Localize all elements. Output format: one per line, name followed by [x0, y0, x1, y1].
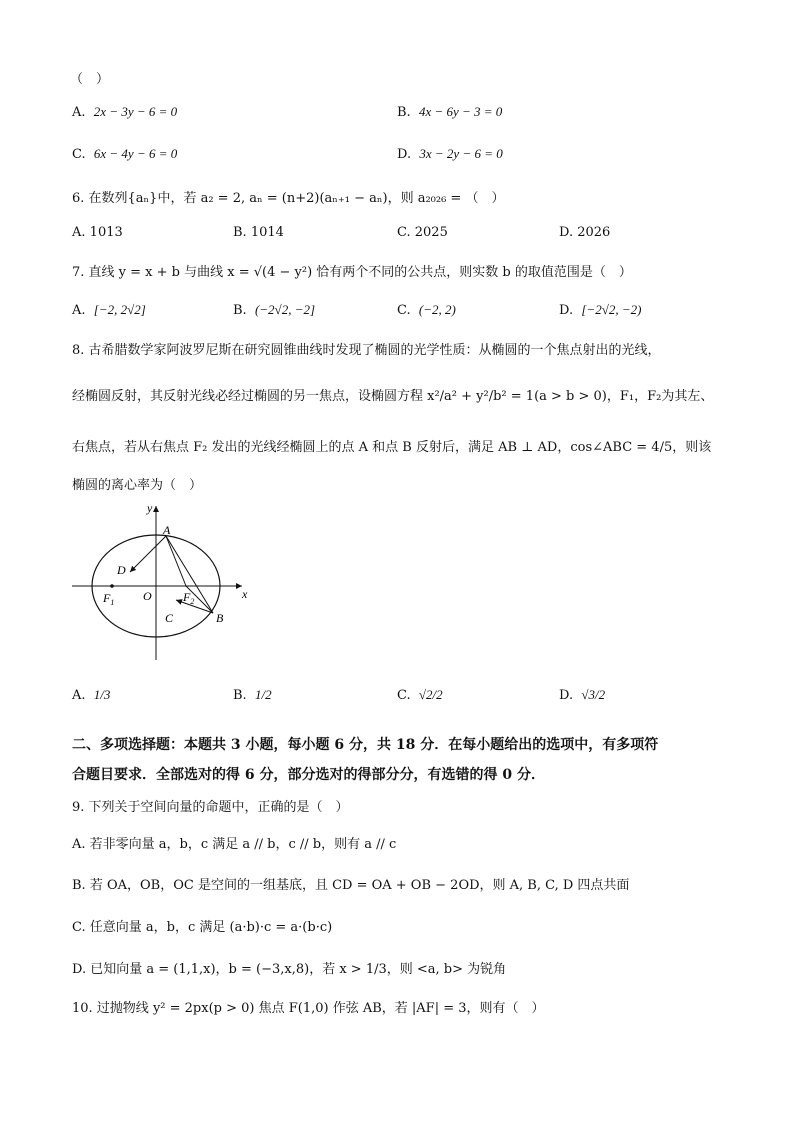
section2-heading-line1: 二、多项选择题：本题共 3 小题，每小题 6 分，共 18 分．在每小题给出的选项中，有多项符: [72, 737, 659, 753]
ray-b-c: [176, 600, 213, 613]
q7-option-a: A. [−2, 2√2]: [72, 302, 146, 318]
q8-stem-line1: 8. 古希腊数学家阿波罗尼斯在研究圆锥曲线时发现了椭圆的光学性质：从椭圆的一个焦点射出的光线，: [72, 343, 661, 358]
q9-stem: 9. 下列关于空间向量的命题中，正确的是（ ）: [72, 800, 349, 815]
q8-ellipse-figure: [70, 500, 260, 665]
label-b: B: [216, 611, 224, 625]
q8-stem-line4: 椭圆的离心率为（ ）: [72, 478, 203, 493]
q9-option-a: A. 若非零向量 a，b，c 满足 a // b，c // b，则有 a // c: [72, 837, 397, 852]
q9-option-b: B. 若 OA，OB，OC 是空间的一组基底，且 CD = OA + OB − 2OD，则 A, B, C, D 四点共面: [72, 878, 630, 893]
q6-option-a: A. 1013: [72, 225, 123, 240]
q7-option-b: B. (−2√2, −2]: [233, 302, 316, 318]
q5-option-c: C. 6x − 4y − 6 = 0: [72, 146, 178, 162]
label-y: y: [147, 501, 153, 515]
q8-option-c: C. √2/2: [397, 687, 443, 703]
ray-a-d: [130, 536, 166, 572]
label-x: x: [242, 587, 248, 601]
q6-option-d: D. 2026: [559, 225, 611, 240]
label-c: C: [165, 611, 174, 625]
q5-option-b: B. 4x − 6y − 3 = 0: [397, 104, 503, 120]
q9-option-c: C. 任意向量 a，b，c 满足 (a·b)·c = a·(b·c): [72, 920, 333, 935]
q8-option-b: B. 1/2: [233, 687, 272, 703]
q8-stem-line2: 经椭圆反射，其反射光线必经过椭圆的另一焦点，设椭圆方程 x²/a² + y²/b² = 1(a > b > 0)，F₁，F₂为其左、: [72, 389, 714, 404]
ray-f2-a: [166, 536, 186, 586]
q9-option-d: D. 已知向量 a = (1,1,x)，b = (−3,x,8)，若 x > 1/3，则 <a, b> 为锐角: [72, 962, 507, 977]
q5-answer-paren: （ ）: [70, 72, 110, 87]
q5-option-d: D. 3x − 2y − 6 = 0: [397, 146, 503, 162]
label-a: A: [163, 523, 171, 537]
q8-option-a: A. 1/3: [72, 687, 111, 703]
q6-option-c: C. 2025: [397, 225, 448, 240]
focus-f1-dot: [110, 584, 114, 588]
q10-stem: 10. 过抛物线 y² = 2px(p > 0) 焦点 F(1,0) 作弦 AB，若 |AF| = 3，则有（ ）: [72, 1001, 545, 1016]
q7-option-c: C. (−2, 2): [397, 302, 456, 318]
label-f2: $F_2$: [183, 590, 195, 606]
q6-option-b: B. 1014: [233, 225, 284, 240]
section2-heading-line2: 合题目要求．全部选对的得 6 分，部分选对的得部分分，有选错的得 0 分．: [72, 767, 545, 783]
q7-option-d: D. [−2√2, −2): [559, 302, 642, 318]
q5-option-a: A. 2x − 3y − 6 = 0: [72, 104, 178, 120]
label-d: D: [117, 563, 126, 577]
label-o: O: [143, 589, 152, 603]
q6-stem: 6. 在数列{aₙ}中，若 a₂ = 2, aₙ = (n+2)(aₙ₊₁ − aₙ)，则 a₂₀₂₆ = （ ）: [72, 191, 505, 206]
q8-option-d: D. √3/2: [559, 687, 606, 703]
label-f1: $F_1$: [103, 591, 115, 607]
q7-stem: 7. 直线 y = x + b 与曲线 x = √(4 − y²) 恰有两个不同的公共点，则实数 b 的取值范围是（ ）: [72, 265, 632, 280]
q8-stem-line3: 右焦点，若从右焦点 F₂ 发出的光线经椭圆上的点 A 和点 B 反射后，满足 AB ⊥ AD，cos∠ABC = 4/5，则该: [72, 440, 712, 455]
